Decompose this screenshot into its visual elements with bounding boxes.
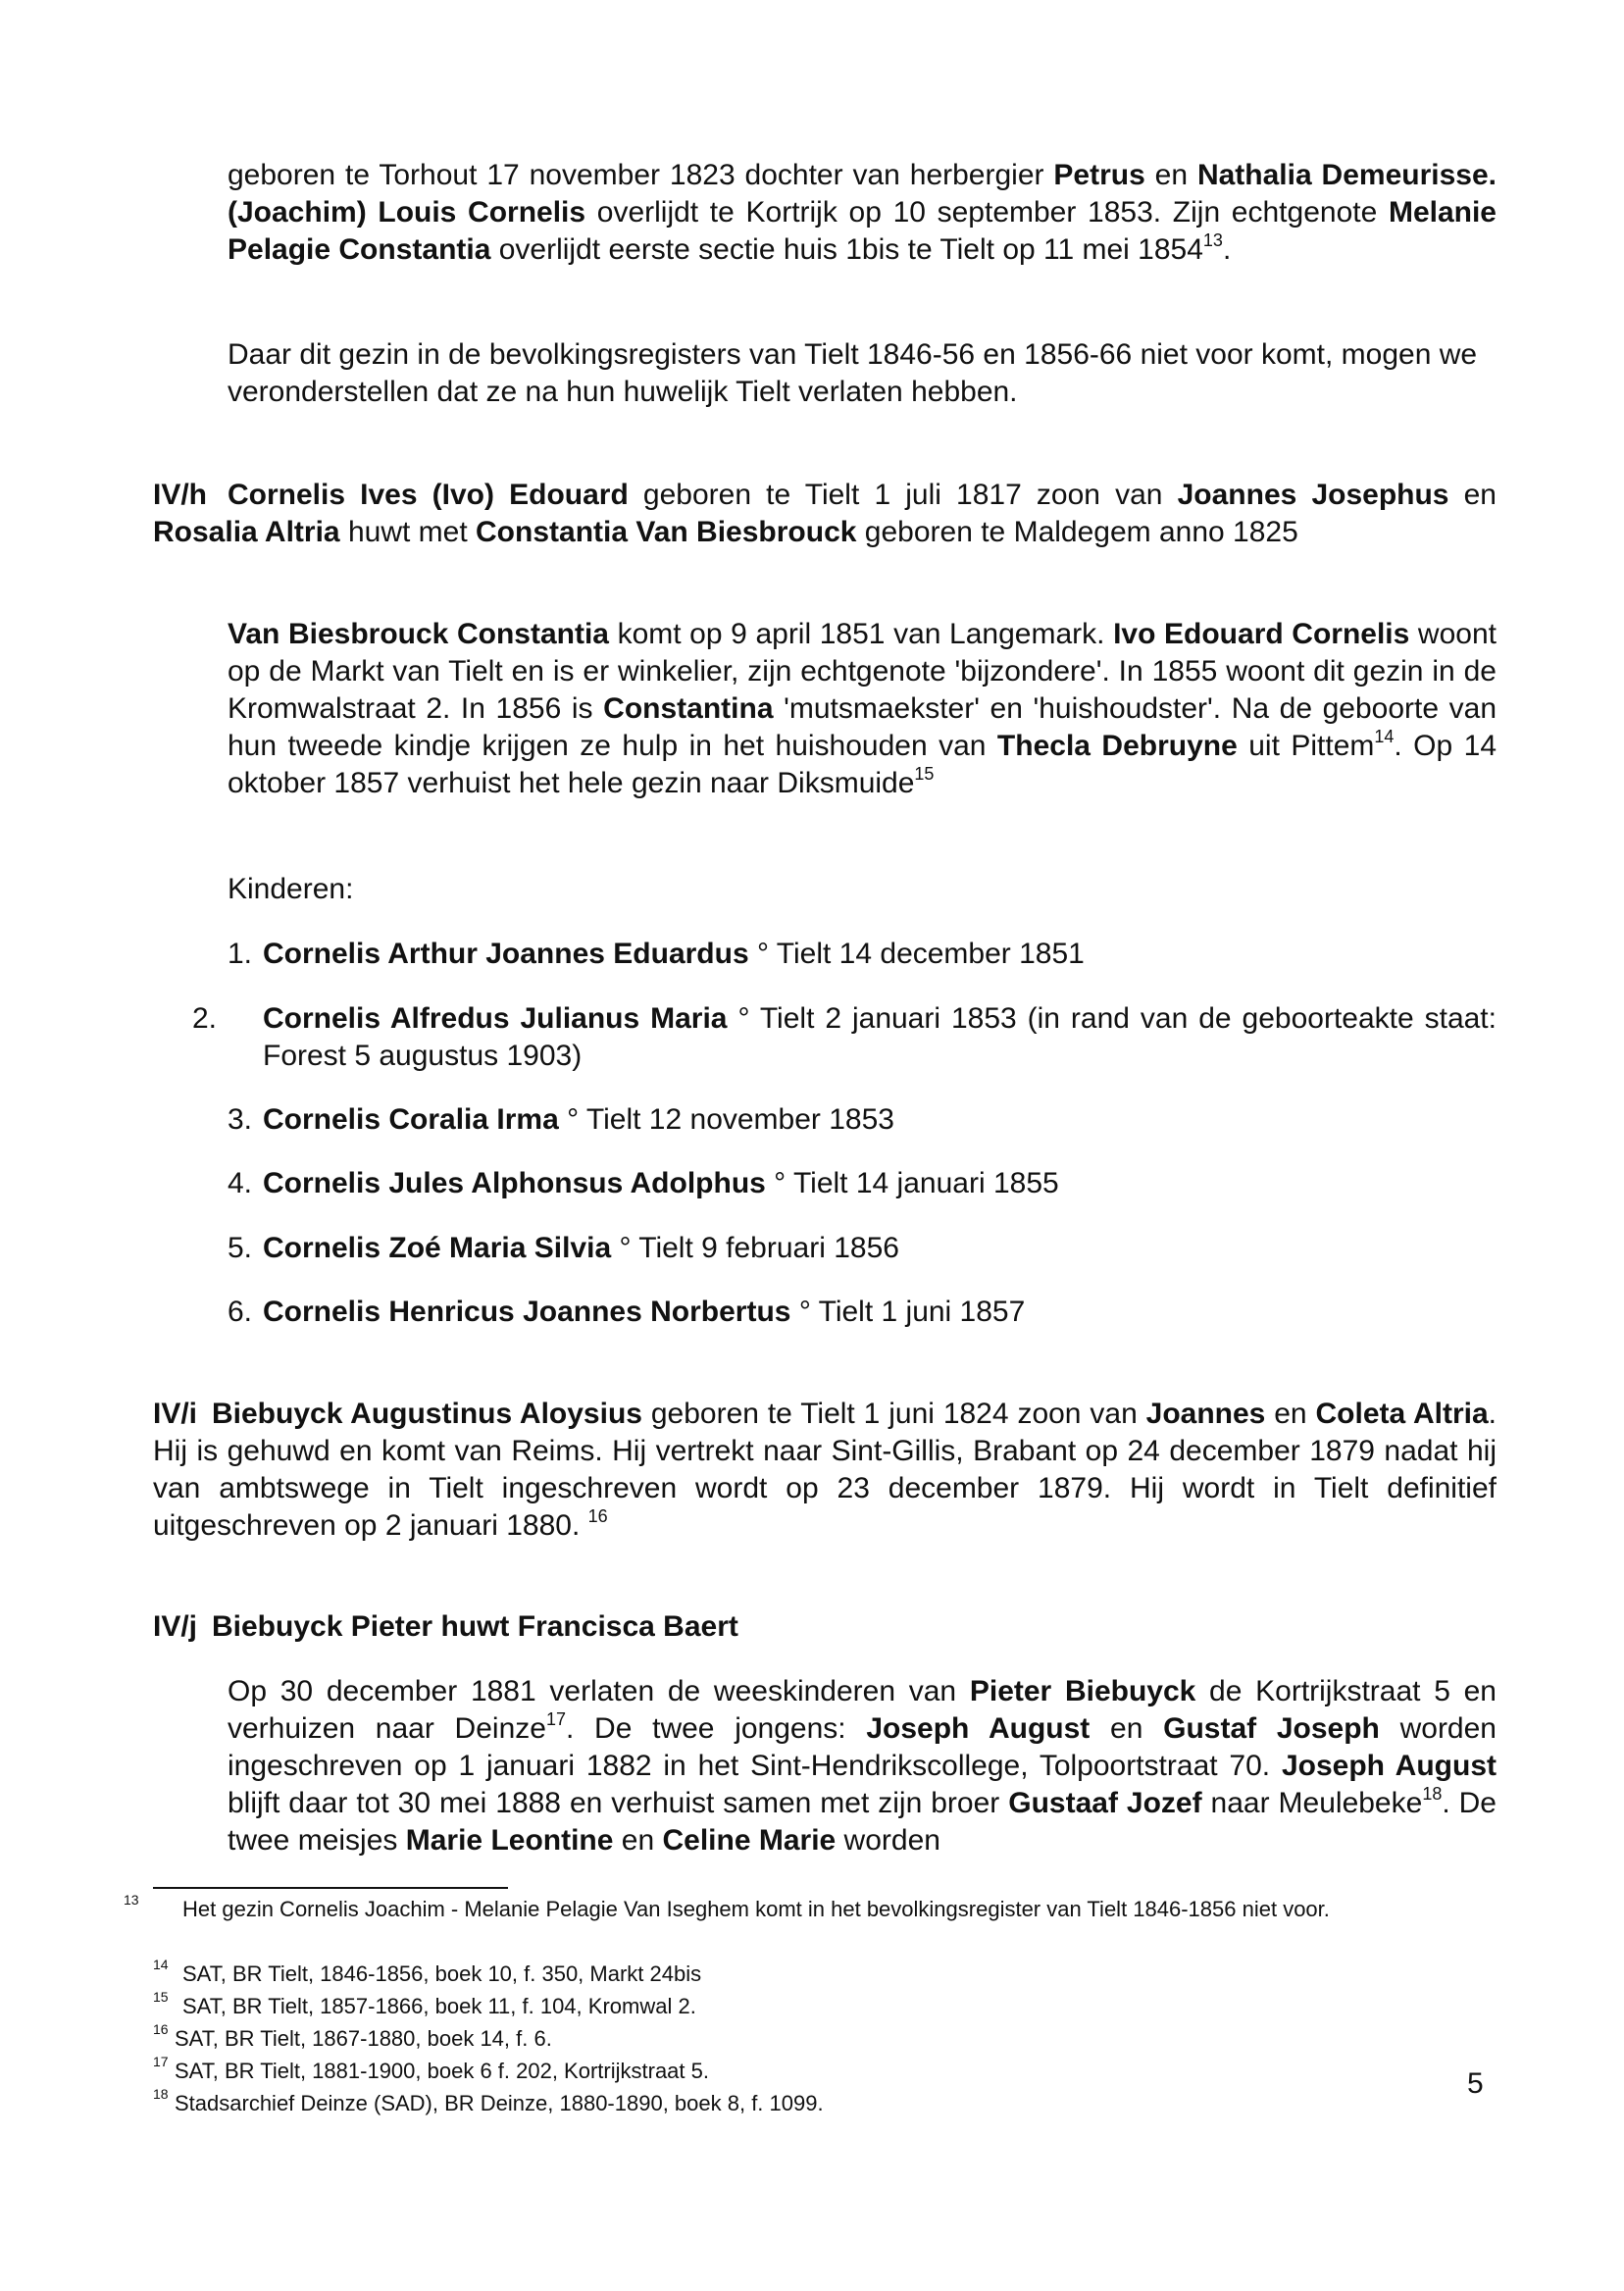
footnote-ref-13: 13 xyxy=(1202,230,1223,250)
footnote: $^{15}$ SAT, BR Tielt, 1857-1866, boek 11, f. 104, Kromwal 2. xyxy=(153,1988,696,2018)
name-nathalia: Nathalia Demeurisse. xyxy=(1196,159,1497,191)
intro-paragraph-2: Daar dit gezin in de bevolkingsregisters van Tielt 1846-56 en 1856-66 niet voor komt, mogen we veronderstellen dat ze na hun huwelijk Tielt verlaten hebben. xyxy=(228,338,1478,408)
list-item: 4. Cornelis Jules Alphonsus Adolphus ° Tielt 14 januari 1855 xyxy=(228,1167,1059,1199)
footnote-ref-18: 18 xyxy=(1422,1784,1443,1804)
footnote: $^{18}$ Stadsarchief Deinze (SAD), BR Deinze, 1880-1890, boek 8, f. 1099. xyxy=(153,2085,824,2115)
footnote: $^{13}$ Het gezin Cornelis Joachim - Melanie Pelagie Van Iseghem komt in het bevolkingsregister van Tielt 1846-1856 niet voor. xyxy=(124,1891,1330,1921)
intro-paragraph: geboren te Torhout 17 november 1823 dochter van herbergier Petrus en Nathalia Demeurisse. (Joachim) Louis Cornelis overlijdt te Kortrijk op 10 september 1853. Zijn echtgenote Melanie Pelagie Constantia overlijdt eerste sectie huis 1bis te Tielt op 11 mei 1854$^{13}$. xyxy=(228,159,1497,266)
list-item: 6. Cornelis Henricus Joannes Norbertus ° Tielt 1 juni 1857 xyxy=(228,1296,1026,1328)
section-h-paragraph: Van Biesbrouck Constantia komt op 9 april 1851 van Langemark. Ivo Edouard Cornelis woont op de Markt van Tielt en is er winkelier, zijn echtgenote 'bijzondere'. In 1855 woont dit gezin in de Kromwalstraat 2. In 1856 is Constantina 'mutsmaekster' en 'huishoudster'. Na de geboorte van hun tweede kindje krijgen ze hulp in het huishouden van Thecla Debruyne uit Pittem$^{14}$. Op 14 oktober 1857 verhuist het hele gezin naar Diksmuide$^{15}$ xyxy=(228,618,1497,799)
section-i-label: IV/i xyxy=(153,1398,198,1430)
footnote: $^{14}$ SAT, BR Tielt, 1846-1856, boek 10, f. 350, Markt 24bis xyxy=(153,1956,702,1986)
section-i-paragraph: IV/i Biebuyck Augustinus Aloysius geboren te Tielt 1 juni 1824 zoon van Joannes en Coleta Altria. Hij is gehuwd en komt van Reims. Hij vertrekt naar Sint-Gillis, Brabant op 24 december 1879 nadat hij van ambtswege in Tielt ingeschreven wordt op 23 december 1879. Hij wordt in Tielt definitief uitgeschreven op 2 januari 1880. $^{16}$ xyxy=(153,1398,1497,1542)
name-melanie: Melanie Pelagie Constantia xyxy=(228,196,1497,266)
footnote-ref-16: 16 xyxy=(587,1506,608,1526)
list-item: 3. Cornelis Coralia Irma ° Tielt 12 november 1853 xyxy=(228,1103,894,1136)
section-j-label: IV/j xyxy=(153,1610,198,1643)
name-petrus: Petrus xyxy=(1053,159,1145,191)
list-item: 1. Cornelis Arthur Joannes Eduardus ° Tielt 14 december 1851 xyxy=(228,938,1085,970)
name-joachim: (Joachim) Louis Cornelis xyxy=(228,196,586,229)
footnote-ref-17: 17 xyxy=(545,1709,566,1729)
page-number: 5 xyxy=(1467,2067,1484,2100)
section-j-paragraph: Op 30 december 1881 verlaten de weeskinderen van Pieter Biebuyck de Kortrijkstraat 5 en verhuizen naar Deinze$^{17}$. De twee jongens: Joseph August en Gustaf Joseph worden ingeschreven op 1 januari 1882 in het Sint-Hendrikscollege, Tolpoortstraat 70. Joseph August blijft daar tot 30 mei 1888 en verhuist samen met zijn broer Gustaaf Jozef naar Meulebeke$^{18}$. De twee meisjes Marie Leontine en Celine Marie worden xyxy=(228,1675,1497,1857)
footnote-ref-15: 15 xyxy=(914,764,935,784)
kinderen-label: Kinderen: xyxy=(228,873,354,905)
footnote: $^{17}$ SAT, BR Tielt, 1881-1900, boek 6 f. 202, Kortrijkstraat 5. xyxy=(153,2053,709,2083)
section-h-heading: IV/h Cornelis Ives (Ivo) Edouard geboren te Tielt 1 juli 1817 zoon van Joannes Josephus en Rosalia Altria huwt met Constantia Van Biesbrouck geboren te Maldegem anno 1825 xyxy=(153,479,1497,548)
list-item: 2. Cornelis Alfredus Julianus Maria ° Tielt 2 januari 1853 (in rand van de geboorteakte staat: Forest 5 augustus 1903) xyxy=(192,1002,1497,1072)
list-item: 5. Cornelis Zoé Maria Silvia ° Tielt 9 februari 1856 xyxy=(228,1232,899,1264)
section-j-heading: IV/j Biebuyck Pieter huwt Francisca Baert xyxy=(153,1608,1497,1646)
footnote-ref-14: 14 xyxy=(1374,727,1395,746)
section-h-label: IV/h xyxy=(153,479,208,511)
footnote-separator xyxy=(153,1887,508,1889)
footnote: $^{16}$ SAT, BR Tielt, 1867-1880, boek 14, f. 6. xyxy=(153,2020,552,2051)
